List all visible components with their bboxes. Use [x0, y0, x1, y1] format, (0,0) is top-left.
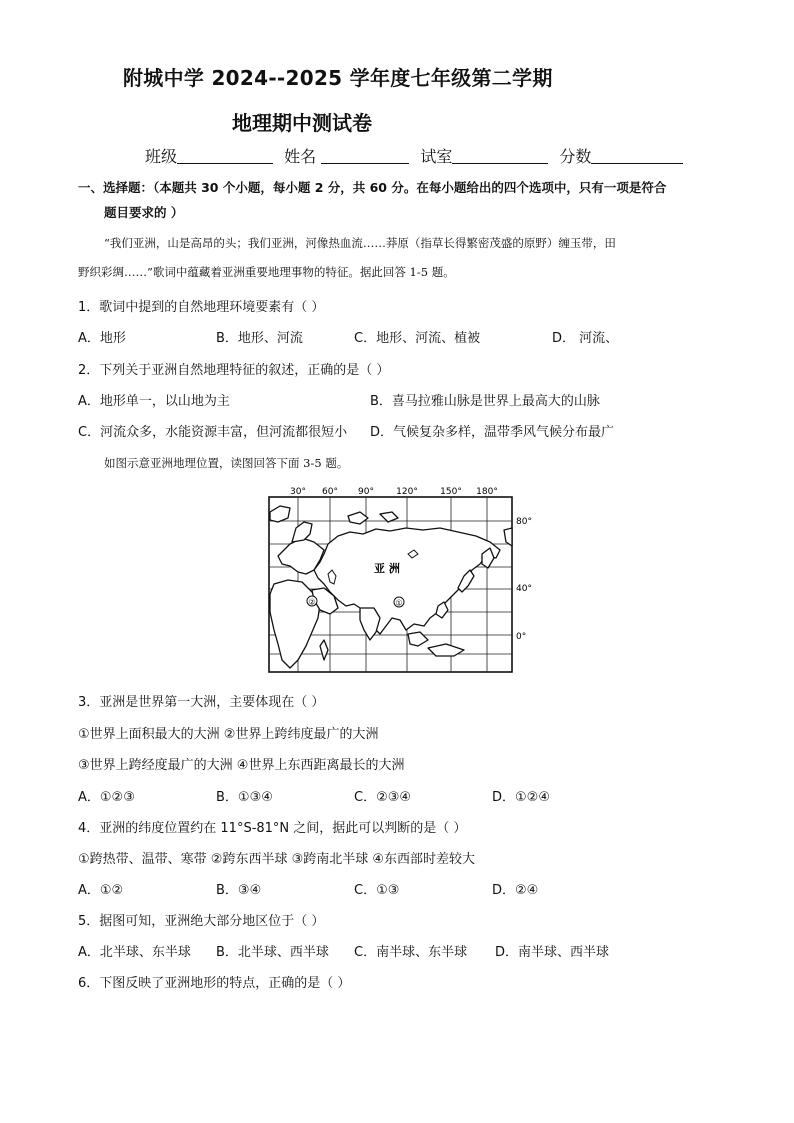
- q4-stem: 4．亚洲的纬度位置约在 11°S-81°N 之间，据此可以判断的是（ ）: [78, 821, 467, 836]
- q5-option-d[interactable]: D．南半球、西半球: [495, 945, 610, 960]
- continent-label: 亚 洲: [374, 562, 400, 575]
- lon-label: 90°: [358, 487, 374, 497]
- q3-option-b[interactable]: B．①③④: [216, 790, 273, 805]
- q2-option-d[interactable]: D．气候复杂多样，温带季风气候分布最广: [370, 425, 615, 440]
- section-heading: 一、选择题：（本题共 30 个小题，每小题 2 分，共 60 分。在每小题给出的四个选项中，只有一项是符合: [78, 180, 667, 195]
- student-info-row: [145, 144, 689, 167]
- q2-option-a[interactable]: A．地形单一，以山地为主: [78, 394, 230, 409]
- q4-option-c[interactable]: C．①③: [354, 883, 400, 898]
- q1-option-b[interactable]: B．地形、河流: [216, 331, 303, 346]
- q4-items-line: ①跨热带、温带、寒带 ②跨东西半球 ③跨南北半球 ④东西部时差较大: [78, 852, 476, 867]
- q1-option-c[interactable]: C．地形、河流、植被: [354, 331, 481, 346]
- lon-label: 180°: [476, 487, 498, 497]
- asia-map-svg: [268, 484, 558, 674]
- q3-items-line2: ③世界上跨经度最广的大洲 ④世界上东西距离最长的大洲: [78, 758, 405, 773]
- svg-text:②: ②: [308, 597, 316, 607]
- q3-stem: 3．亚洲是世界第一大洲，主要体现在（ ）: [78, 695, 325, 710]
- exam-title-line2: 地理期中测试卷: [232, 111, 372, 135]
- lat-label: 40°: [516, 584, 532, 594]
- q5-stem: 5．据图可知，亚洲绝大部分地区位于（ ）: [78, 914, 325, 929]
- score-label: 分数: [559, 147, 592, 166]
- q5-option-a[interactable]: A．北半球、东半球: [78, 945, 191, 960]
- class-label: 班级: [145, 147, 178, 166]
- q6-stem: 6．下图反映了亚洲地形的特点，正确的是（ ）: [78, 976, 351, 991]
- room-blank[interactable]: [452, 147, 548, 164]
- lon-label: 150°: [440, 487, 462, 497]
- q1-option-a[interactable]: A．地形: [78, 331, 126, 346]
- lon-label: 60°: [322, 487, 338, 497]
- passage-line1: “我们亚洲，山是高昂的头；我们亚洲，河像热血流……莽原（指草长得繁密茂盛的原野）缠玉带，田: [104, 236, 616, 250]
- lat-label: 80°: [516, 517, 532, 527]
- q4-option-b[interactable]: B．③④: [216, 883, 262, 898]
- q5-option-c[interactable]: C．南半球、东半球: [354, 945, 468, 960]
- score-blank[interactable]: [591, 147, 683, 164]
- q4-option-d[interactable]: D．②④: [492, 883, 539, 898]
- room-label: 试室: [420, 147, 453, 166]
- q3-option-c[interactable]: C．②③④: [354, 790, 412, 805]
- exam-title-line1: 附城中学 2024--2025 学年度七年级第二学期: [123, 66, 553, 90]
- marker-2: [307, 596, 317, 607]
- q2-stem: 2．下列关于亚洲自然地理特征的叙述，正确的是（ ）: [78, 363, 390, 378]
- svg-text:①: ①: [395, 598, 403, 608]
- q2-option-c[interactable]: C．河流众多，水能资源丰富，但河流都很短小: [78, 425, 348, 440]
- q4-option-a[interactable]: A．①②: [78, 883, 124, 898]
- q1-stem: 1．歌词中提到的自然地理环境要素有（ ）: [78, 300, 325, 315]
- lon-label: 30°: [290, 487, 306, 497]
- class-blank[interactable]: [177, 147, 273, 164]
- q5-option-b[interactable]: B．北半球、西半球: [216, 945, 329, 960]
- name-label: 姓名: [284, 147, 317, 166]
- asia-location-map: [268, 484, 558, 674]
- section-heading-cont: 题目要求的 ）: [104, 205, 184, 220]
- q1-option-d[interactable]: D． 河流、: [552, 331, 619, 346]
- marker-1: [394, 597, 404, 608]
- passage-line2: 野织彩绸……”歌词中蕴藏着亚洲重要地理事物的特征。据此回答 1-5 题。: [78, 265, 455, 279]
- q3-option-d[interactable]: D．①②④: [492, 790, 550, 805]
- name-blank[interactable]: [321, 147, 409, 164]
- lat-label: 0°: [516, 632, 527, 642]
- lon-label: 120°: [396, 487, 418, 497]
- map-intro: 如图示意亚洲地理位置，读图回答下面 3-5 题。: [104, 456, 349, 470]
- q3-option-a[interactable]: A．①②③: [78, 790, 135, 805]
- q2-option-b[interactable]: B．喜马拉雅山脉是世界上最高大的山脉: [370, 394, 600, 409]
- q3-items-line1: ①世界上面积最大的大洲 ②世界上跨纬度最广的大洲: [78, 727, 379, 742]
